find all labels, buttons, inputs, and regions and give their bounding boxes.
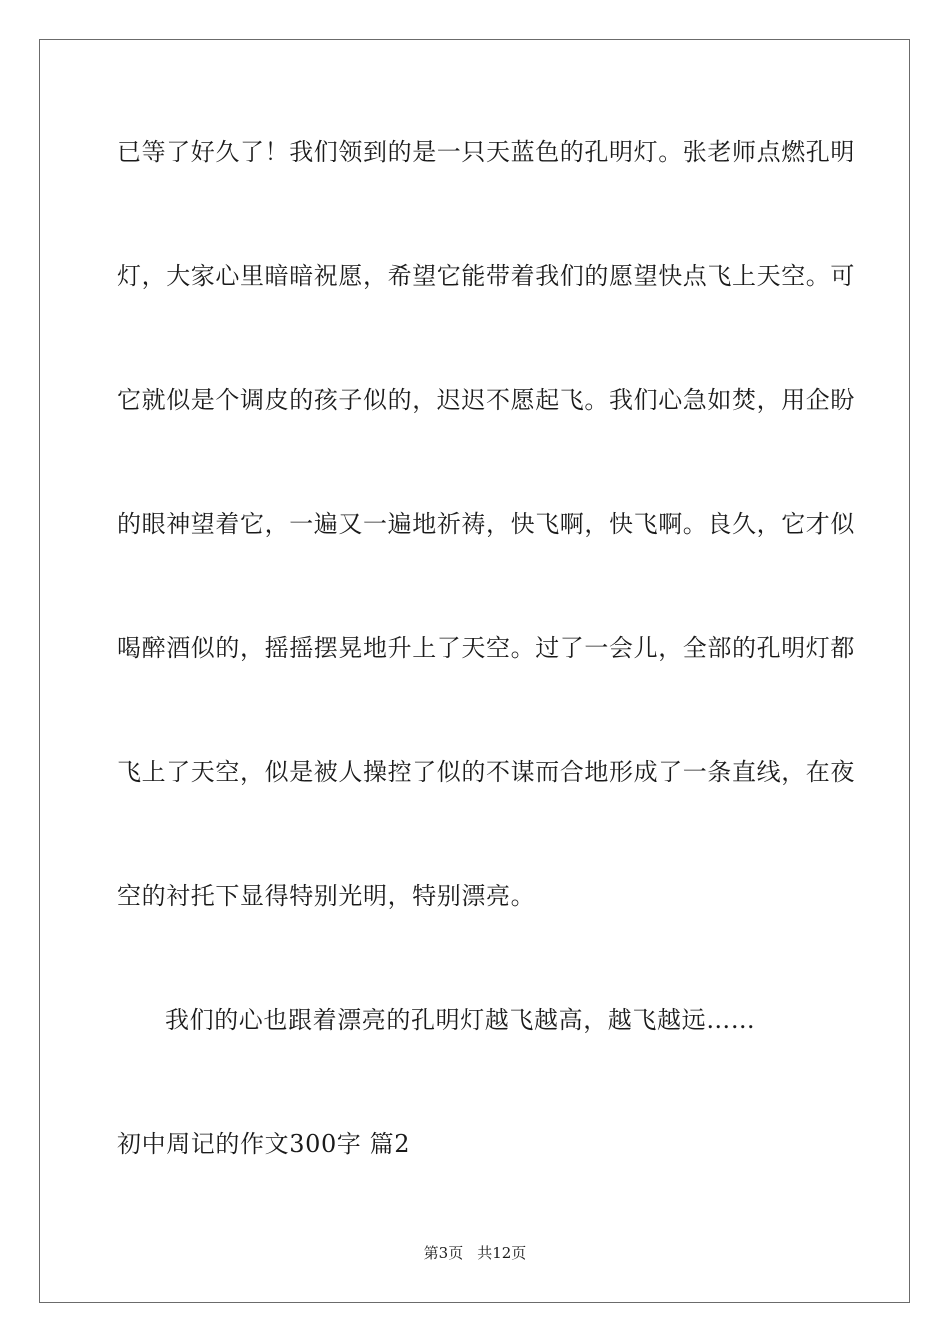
paragraph-line-3: 它就似是个调皮的孩子似的，迟迟不愿起飞。我们心急如焚，用企盼 — [117, 386, 855, 414]
page-footer — [0, 1243, 950, 1263]
paragraph-line-7: 空的衬托下显得特别光明，特别漂亮。 — [117, 882, 536, 910]
section-heading: 初中周记的作文300字 篇2 — [117, 1130, 411, 1158]
page-total: 共12页 — [477, 1244, 527, 1262]
paragraph-line-1: 已等了好久了！我们领到的是一只天蓝色的孔明灯。张老师点燃孔明 — [117, 138, 855, 166]
closing-paragraph: 我们的心也跟着漂亮的孔明灯越飞越高，越飞越远…… — [165, 1006, 756, 1034]
paragraph-line-2: 灯，大家心里暗暗祝愿，希望它能带着我们的愿望快点飞上天空。可 — [117, 262, 855, 290]
paragraph-line-5: 喝醉酒似的，摇摇摆晃地升上了天空。过了一会儿，全部的孔明灯都 — [117, 634, 855, 662]
paragraph-line-6: 飞上了天空，似是被人操控了似的不谋而合地形成了一条直线，在夜 — [117, 758, 855, 786]
document-body — [117, 132, 855, 1248]
paragraph-line-4: 的眼神望着它，一遍又一遍地祈祷，快飞啊，快飞啊。良久，它才似 — [117, 510, 855, 538]
page-number: 第3页 — [423, 1244, 464, 1262]
